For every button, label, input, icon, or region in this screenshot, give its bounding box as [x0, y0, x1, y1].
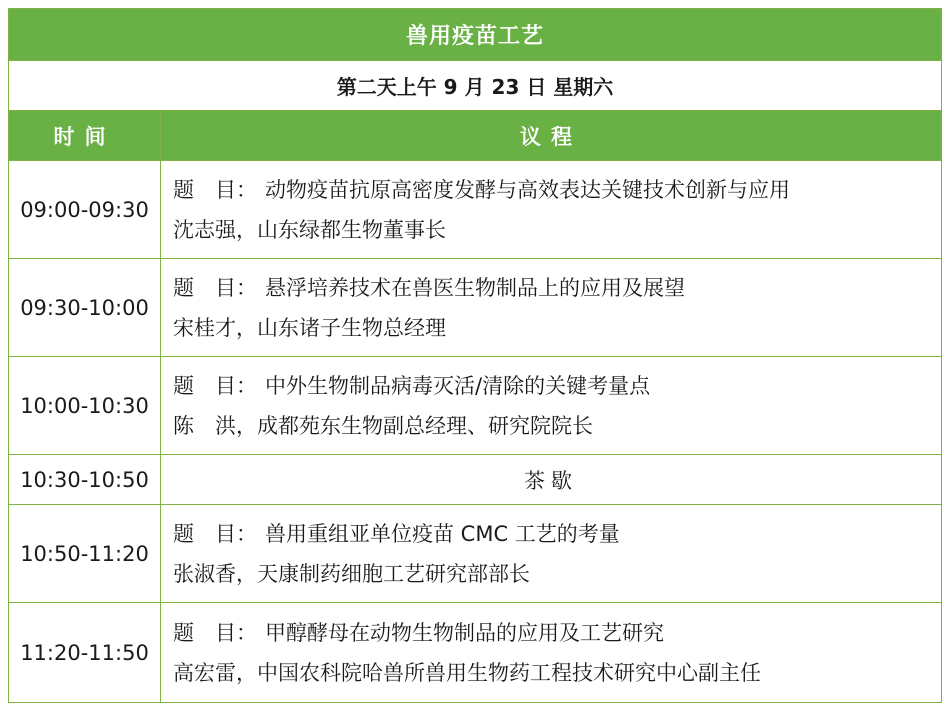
- session-topic-line: [173, 613, 941, 653]
- column-header-row: [9, 111, 942, 161]
- session-topic: 悬浮培养技术在兽医生物制品上的应用及展望: [265, 275, 685, 300]
- session-time: 11:20-11:50: [9, 603, 161, 703]
- session-topic: 兽用重组亚单位疫苗 CMC 工艺的考量: [265, 521, 620, 546]
- session-topic-line: [173, 170, 941, 210]
- session-agenda: [161, 259, 942, 357]
- session-topic: 动物疫苗抗原高密度发酵与高效表达关键技术创新与应用: [265, 177, 790, 202]
- table-row: [9, 505, 942, 603]
- session-speaker: 宋桂才，山东诸子生物总经理: [173, 315, 446, 340]
- table-row: [9, 455, 942, 505]
- date-row: [9, 61, 942, 111]
- topic-label: 题 目：: [173, 177, 257, 202]
- table-row: [9, 161, 942, 259]
- title-row: [9, 9, 942, 61]
- session-agenda: [161, 357, 942, 455]
- topic-label: 题 目：: [173, 275, 257, 300]
- session-speaker: 张淑香，天康制药细胞工艺研究部部长: [173, 561, 530, 586]
- session-topic-line: [173, 514, 941, 554]
- session-topic-line: [173, 366, 941, 406]
- topic-label: 题 目：: [173, 521, 257, 546]
- session-speaker: 高宏雷，中国农科院哈兽所兽用生物药工程技术研究中心副主任: [173, 660, 761, 685]
- table-row: [9, 259, 942, 357]
- session-speaker: 陈 洪，成都苑东生物副总经理、研究院院长: [173, 413, 593, 438]
- session-agenda: [161, 505, 942, 603]
- session-topic: 甲醇酵母在动物生物制品的应用及工艺研究: [265, 620, 664, 645]
- session-speaker: 沈志强，山东绿都生物董事长: [173, 217, 446, 242]
- schedule-table: [8, 8, 942, 703]
- column-header-agenda: 议程: [161, 111, 942, 161]
- tea-break-label: 茶歇: [524, 468, 578, 493]
- table-row: [9, 603, 942, 703]
- column-header-time: 时间: [9, 111, 161, 161]
- session-time: 10:30-10:50: [9, 455, 161, 505]
- session-topic-line: [173, 268, 941, 308]
- topic-label: 题 目：: [173, 620, 257, 645]
- session-time: 09:00-09:30: [9, 161, 161, 259]
- session-time: 10:50-11:20: [9, 505, 161, 603]
- session-agenda: [161, 161, 942, 259]
- session-agenda: [161, 603, 942, 703]
- schedule-date: 第二天上午 9 月 23 日 星期六: [9, 61, 942, 111]
- session-topic: 中外生物制品病毒灭活/清除的关键考量点: [265, 373, 651, 398]
- table-row: [9, 357, 942, 455]
- session-time: 09:30-10:00: [9, 259, 161, 357]
- topic-label: 题 目：: [173, 373, 257, 398]
- tea-break: [161, 455, 942, 505]
- session-time: 10:00-10:30: [9, 357, 161, 455]
- schedule-title: 兽用疫苗工艺: [9, 9, 942, 61]
